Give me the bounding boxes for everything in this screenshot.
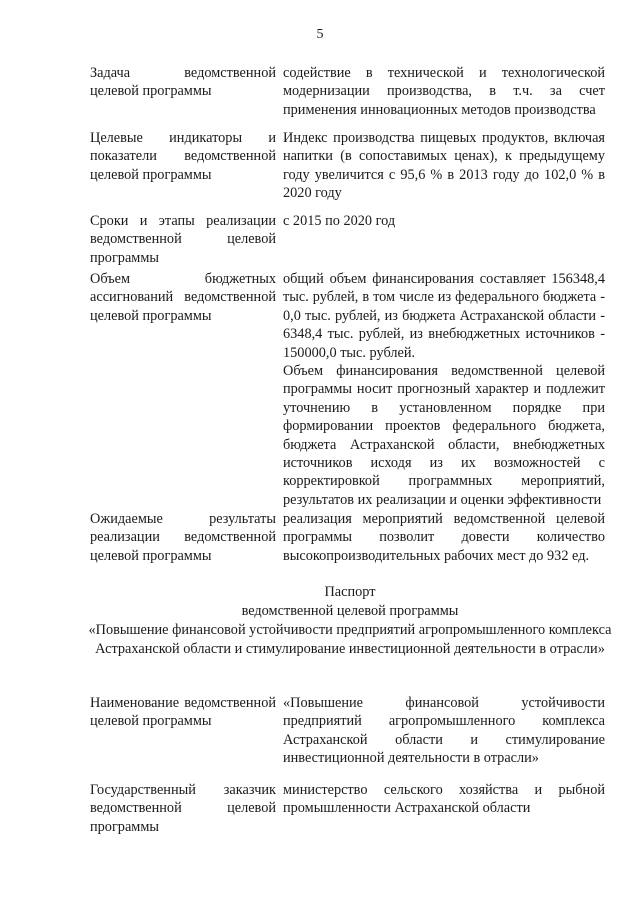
row-value xyxy=(283,64,605,119)
row-value xyxy=(283,694,605,768)
row-label: Задача ведомственной целевой программы xyxy=(90,65,276,100)
row-value-text: общий объем финансирования составляет 156348,4 тыс. рублей, в том числе из федерального бюджета - 0,0 тыс. рублей, из бюджета Астраханской области - 6348,4 тыс. рублей, из внебюджетных источников - 150000,0 тыс. рублей. xyxy=(283,271,605,361)
row-value xyxy=(283,781,605,818)
row-label: Государственный заказчик ведомственной целевой программы xyxy=(90,782,276,835)
row-value xyxy=(283,129,605,203)
passport-title: Паспорт xyxy=(324,584,376,600)
passport-program-name: «Повышение финансовой устойчивости предприятий агропромышленного комплекса Астраханской области и стимулирование инвестиционной деятельности в отрасли» xyxy=(88,622,612,657)
row-value xyxy=(283,270,605,509)
row-label: Наименование ведомственной целевой программы xyxy=(90,695,276,730)
row-value-text: министерство сельского хозяйства и рыбной промышленности Астраханской области xyxy=(283,782,605,817)
row-value-text: содействие в технической и технологической модернизации производства, в т.ч. за счет применения инновационных методов производства xyxy=(283,65,605,118)
row-value-text: реализация мероприятий ведомственной целевой программы позволит довести количество высокопроизводительных рабочих мест до 932 ед. xyxy=(283,511,605,564)
row-value-text: с 2015 по 2020 год xyxy=(283,213,396,229)
passport-heading xyxy=(80,583,620,659)
row-label: Объем бюджетных ассигнований ведомственной целевой программы xyxy=(90,271,276,324)
row-value xyxy=(283,212,605,230)
row-value-text: Объем финансирования ведомственной целевой программы носит прогнозный характер и подлежит уточнению в установленном порядке при формировании проектов федерального бюджета, бюджета Астраханской области, внебюджетных источников исходя из их возможностей с корректировкой программных мероприятий, результатов их реализации и оценки эффективности xyxy=(283,363,605,508)
passport-subtitle: ведомственной целевой программы xyxy=(241,603,459,619)
row-label: Целевые индикаторы и показатели ведомственной целевой программы xyxy=(90,130,276,183)
row-label: Ожидаемые результаты реализации ведомственной целевой программы xyxy=(90,511,276,564)
row-value-text: Индекс производства пищевых продуктов, включая напитки (в сопоставимых ценах), к предыдущему году увеличится с 95,6 % в 2013 году до 102,0 % в 2020 году xyxy=(283,130,605,202)
page-number: 5 xyxy=(316,27,324,42)
row-value-text: «Повышение финансовой устойчивости предприятий агропромышленного комплекса Астраханской области и стимулирование инвестиционной деятельности в отрасли» xyxy=(283,695,605,767)
row-value xyxy=(283,510,605,565)
row-label: Сроки и этапы реализации ведомственной целевой программы xyxy=(90,213,276,266)
